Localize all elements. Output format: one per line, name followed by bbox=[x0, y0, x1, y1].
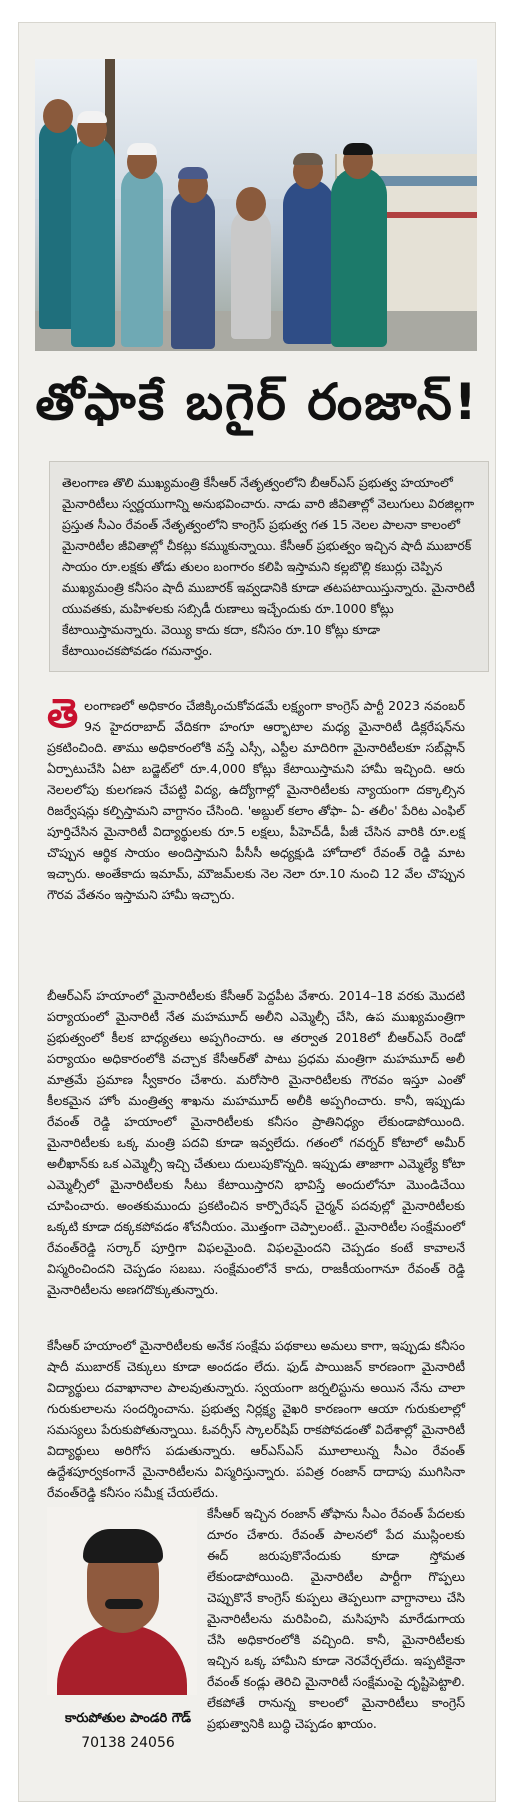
photo-person bbox=[171, 189, 215, 349]
lead-summary-box: తెలంగాణ తొలి ముఖ్యమంత్రి కేసీఆర్ నేతృత్వంలోని బీఆర్ఎస్ ప్రభుత్వ హయాంలో మైనారిటీలు స్వర్ణయుగాన్ని అనుభవించారు. నాడు వారి జీవితాల్లో వెలుగులు విరజిల్లగా ప్రస్తుత సీఎం రేవంత్ నేతృత్వంలోని కాంగ్రెస్ ప్రభుత్వ గత 15 నెలల పాలనా కాలంలో మైనారిటీల జీవితాల్లో చీకట్లు కమ్ముకున్నాయి. కేసీఆర్ ప్రభుత్వం ఇచ్చిన షాదీ ముబారక్ సాయం రూ.లక్షకు తోడు తులం బంగారం కలిపి ఇస్తామని కల్లబొల్లి కబుర్లు చెప్పిన ముఖ్యమంత్రి కనీసం షాదీ ముబారక్ ఇవ్వడానికి కూడా తటపటాయిస్తున్నారు. మైనారిటీ యువతకు, మహిళలకు సబ్సిడీ రుణాలు ఇచ్చేందుకు రూ.1000 కోట్లు కేటాయిస్తామన్నారు. వెయ్యి కాదు కదా, కనీసం రూ.10 కోట్లు కూడా కేటాయించకపోవడం గమనార్హం. bbox=[49, 461, 489, 672]
paragraph-1-text: లంగాణలో అధికారం చేజిక్కించుకోవడమే లక్ష్యంగా కాంగ్రెస్ పార్టీ 2023 నవంబర్ 9న హైదరాబాద్ వేదికగా హంగూ ఆర్భాటాల మధ్య మైనారిటీ డిక్లరేషన్‌ను ప్రకటించింది. తాము అధికారంలోకి వస్తే ఎస్సీ, ఎస్టీల మాదిరిగా మైనారిటీలకూ సబ్‌ప్లాన్ ఏర్పాటుచేసి ఏటా బడ్జెట్‌లో రూ.4,000 కోట్లు కేటాయిస్తామని హామీ ఇచ్చింది. ఆరు నెలలలోపు కులగణన చేపట్టి విద్య, ఉద్యోగాల్లో మైనారిటీలకు న్యాయంగా దక్కాల్సిన రిజర్వేషన్లు కల్పిస్తామని వాగ్దానం చేసింది. 'అబ్దుల్ కలాం తోఫా- ఏ- తలీం' పేరిట ఎంఫిల్ పూర్తిచేసిన మైనారిటీ విద్యార్థులకు రూ.5 లక్షలు, పీహెచ్‌డీ, పీజీ చేసిన వారికి రూ.లక్ష చొప్పున ఆర్థిక సాయం అందిస్తామని పీసీసీ అధ్యక్షుడి హోదాలో రేవంత్ రెడ్డి మాట ఇచ్చారు. అంతేకాదు ఇమామ్, మౌజమ్‌లకు నెల నెలా రూ.10 నుంచి 12 వేల చొప్పున గౌరవ వేతనం ఇస్తామని హామీ ఇచ్చారు. bbox=[47, 698, 465, 902]
photo-person-cap bbox=[293, 153, 323, 165]
article-column-text: కేసీఆర్ ఇచ్చిన రంజాన్ తోఫాను సీఎం రేవంత్ పేదలకు దూరం చేశారు. రేవంత్ పాలనలో పేద ముస్లింలకు ఈద్ జరుపుకొనేందుకు కూడా స్తోమత లేకుండాపోయింది. మైనారిటీల పార్టీగా గొప్పలు చెప్పుకొనే కాంగ్రెస్ కుప్పలు తెప్పలుగా వాగ్దానాలు చేసి మైనారిటీలను మరిపించి, మసిపూసి మారేడుగాయ చేసి అధికారంలోకి వచ్చింది. కానీ, మైనారిటీలకు ఇచ్చిన ఒక్క హామీని కూడా నెరవేర్చలేదు. ఇప్పటికైనా రేవంత్ కండ్లు తెరిచి మైనారిటీ సంక్షేమంపై దృష్టిపెట్టాలి. లేకపోతే రానున్న కాలంలో మైనారిటీలు కాంగ్రెస్ ప్రభుత్వానికి బుద్ధి చెప్పడం ఖాయం. bbox=[207, 1506, 465, 1731]
photo-person bbox=[71, 137, 115, 347]
photo-person-head bbox=[43, 99, 73, 133]
article-body-3 bbox=[47, 1335, 465, 1521]
dropcap: తె bbox=[47, 691, 79, 737]
author-mustache bbox=[105, 1599, 143, 1609]
article-body-2 bbox=[47, 985, 465, 1318]
author-phone: 70138 24056 bbox=[81, 1735, 175, 1751]
photo-person bbox=[121, 167, 163, 347]
photo-person-cap bbox=[343, 143, 373, 155]
eid-greeting-photo bbox=[35, 59, 477, 351]
article-body bbox=[47, 691, 465, 923]
photo-person-cap bbox=[77, 111, 107, 123]
photo-person-cap bbox=[127, 143, 157, 155]
author-photo bbox=[47, 1507, 197, 1695]
photo-person bbox=[231, 209, 271, 339]
author-hair bbox=[83, 1529, 163, 1563]
photo-person bbox=[331, 167, 387, 347]
newspaper-clipping bbox=[18, 22, 496, 1802]
photo-person bbox=[283, 179, 335, 344]
author-name: కారుపోతుల పాండరి గౌడ్ bbox=[64, 1711, 192, 1726]
photo-person-cap bbox=[178, 167, 208, 179]
paragraph-1 bbox=[47, 691, 465, 905]
paragraph-2: బీఆర్ఎస్ హయాంలో మైనారిటీలకు కేసీఆర్ పెద్దపీట వేశారు. 2014–18 వరకు మొదటి పర్యాయంలో మైనారిటీ నేత మహమూద్ అలీని ఎమ్మెల్సీ చేసి, ఉప ముఖ్యమంత్రిగా ప్రభుత్వంలో కీలక బాధ్యతలు అప్పగించారు. ఆ తర్వాత 2018లో బీఆర్ఎస్ రెండో పర్యాయం అధికారంలోకి వచ్చాక కేసీఆర్‌తో పాటు ప్రధమ మంత్రిగా మహమూద్ అలీ మాత్రమే ప్రమాణ స్వీకారం చేశారు. మరోసారి మైనారిటీలకు గౌరవం ఇస్తూ ఎంతో కీలకమైన హోం మంత్రిత్వ శాఖను మహమూద్ అలీకి అప్పగించారు. కానీ, ఇప్పుడు రేవంత్ రెడ్డి హయాంలో మైనారిటీలకు కనీసం ప్రాతినిధ్యం లేకుండాపోయింది. మైనారిటీలకు ఒక్క మంత్రి పదవి కూడా ఇవ్వలేదు. గతంలో గవర్నర్ కోటాలో అమీర్ అలీఖాన్‌కు ఒక ఎమ్మెల్సీ ఇచ్చి చేతులు దులుపుకొన్నది. ఇప్పుడు తాజాగా ఎమ్మెల్యే కోటా ఎమ్మెల్సీలో మైనారిటీలకు సీటు కేటాయిస్తారని భావిస్తే అందులోనూ మొండిచేయి చూపించారు. అంతకుముందు ప్రకటించిన కార్పొరేషన్ చైర్మన్ పదవుల్లో మైనారిటీలకు ఒక్కటి కూడా దక్కకపోవడం శోచనీయం. మొత్తంగా చెప్పాలంటే.. మైనారిటీల సంక్షేమంలో రేవంత్‌రెడ్డి సర్కార్ పూర్తిగా విఫలమైంది. విఫలమైందని చెప్పడం కంటే కావాలనే విస్మరించిందని చెప్పడం సబబు. సంక్షేమంలోనే కాదు, రాజకీయంగానూ రేవంత్ రెడ్డి మైనారిటీలను అణగదొక్కుతున్నారు. bbox=[47, 988, 465, 1297]
headline: తోఫాకే బగైర్ రంజాన్! bbox=[35, 373, 479, 431]
paragraph-3: కేసీఆర్ హయాంలో మైనారిటీలకు అనేక సంక్షేమ పథకాలు అమలు కాగా, ఇప్పుడు కనీసం షాదీ ముబారక్ చెక్కులు కూడా అందడం లేదు. ఫుడ్ పాయిజన్ కారణంగా మైనారిటీ విద్యార్థులు దవాఖానాల పాలవుతున్నారు. స్వయంగా జర్నలిస్టును అయిన నేను చాలా గురుకులాలను సందర్శించాను. ప్రభుత్వ నిర్లక్ష్య వైఖరి కారణంగా ఆయా గురుకులాల్లో సమస్యలు పేరుకుపోతున్నాయి. ఓవర్సీస్ స్కాలర్‌షిప్ రాకపోవడంతో విదేశాల్లో మైనారిటీ విద్యార్థులు అరిగోస పడుతున్నారు. ఆర్ఎస్ఎస్ మూలాలున్న సీఎం రేవంత్ ఉద్దేశపూర్వకంగానే మైనారిటీలను విస్మరిస్తున్నారు. పవిత్ర రంజాన్ దాదాపు ముగిసినా రేవంత్‌రెడ్డి కనీసం సమీక్ష చేయలేదు. bbox=[47, 1338, 465, 1500]
photo-person-head bbox=[236, 187, 266, 221]
